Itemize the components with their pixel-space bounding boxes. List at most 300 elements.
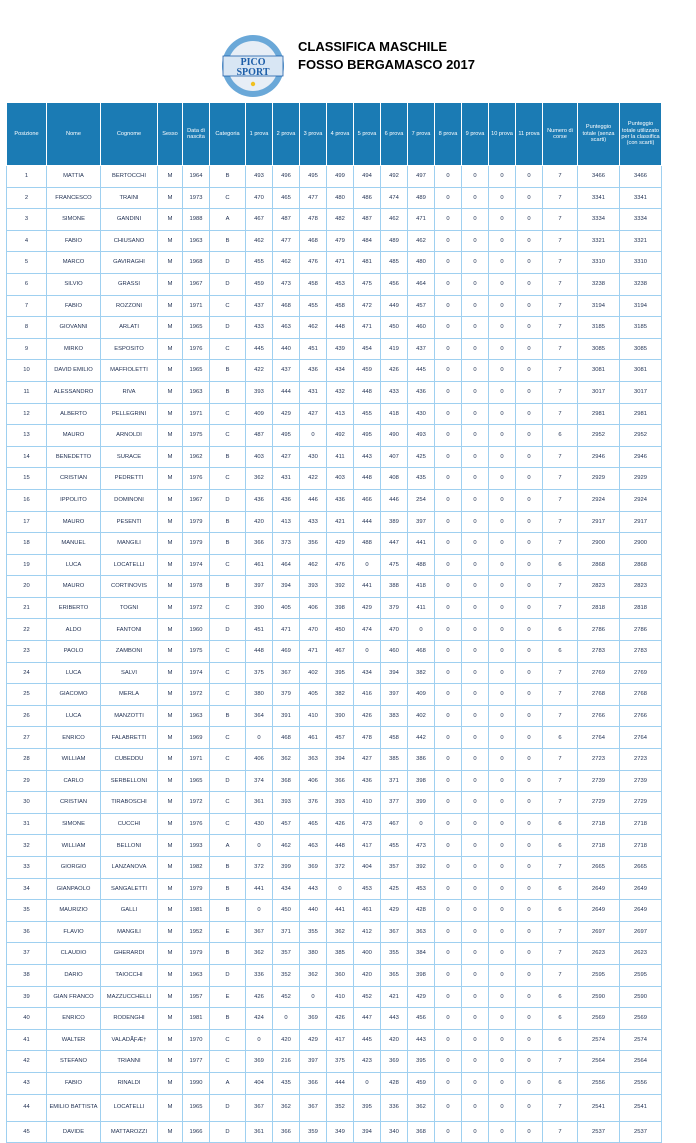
table-cell: B xyxy=(210,360,246,382)
table-cell: 0 xyxy=(516,554,543,576)
table-cell: 420 xyxy=(273,1029,300,1051)
table-cell: 7 xyxy=(543,360,578,382)
table-cell: 0 xyxy=(516,619,543,641)
table-cell: 0 xyxy=(489,770,516,792)
table-cell: 362 xyxy=(273,1094,300,1121)
table-cell: 0 xyxy=(462,187,489,209)
table-cell: ARLATI xyxy=(101,317,158,339)
table-cell: 0 xyxy=(516,597,543,619)
table-cell: 0 xyxy=(489,662,516,684)
table-cell: 3017 xyxy=(620,381,662,403)
table-cell: 0 xyxy=(435,1072,462,1094)
table-cell: M xyxy=(158,554,183,576)
table-cell: 406 xyxy=(300,770,327,792)
table-cell: 442 xyxy=(408,727,435,749)
table-cell: 0 xyxy=(516,273,543,295)
table-row xyxy=(7,813,662,835)
table-row xyxy=(7,857,662,879)
table-cell: 0 xyxy=(462,943,489,965)
table-cell: 0 xyxy=(408,813,435,835)
table-cell: SILVIO xyxy=(47,273,101,295)
table-cell: 0 xyxy=(516,489,543,511)
table-cell: 6 xyxy=(543,813,578,835)
table-row xyxy=(7,295,662,317)
table-cell: 7 xyxy=(543,749,578,771)
table-cell: 394 xyxy=(381,662,408,684)
table-cell: 428 xyxy=(381,1072,408,1094)
table-cell: 464 xyxy=(408,273,435,295)
table-cell: 0 xyxy=(327,878,354,900)
table-cell: 436 xyxy=(354,770,381,792)
table-cell: MANZOTTI xyxy=(101,705,158,727)
table-cell: 372 xyxy=(246,857,273,879)
table-cell: 453 xyxy=(327,273,354,295)
table-cell: CORTINOVIS xyxy=(101,576,158,598)
table-cell: 0 xyxy=(462,662,489,684)
table-cell: 0 xyxy=(435,252,462,274)
table-cell: 0 xyxy=(516,446,543,468)
column-header: 2 prova xyxy=(273,103,300,166)
table-cell: 449 xyxy=(381,295,408,317)
table-cell: 0 xyxy=(435,1121,462,1143)
table-cell: B xyxy=(210,1008,246,1030)
ranking-table xyxy=(6,102,662,1143)
table-cell: 43 xyxy=(7,1072,47,1094)
table-cell: 6 xyxy=(543,986,578,1008)
table-cell: 424 xyxy=(246,1008,273,1030)
table-cell: C xyxy=(210,187,246,209)
table-cell: 462 xyxy=(273,835,300,857)
table-cell: 16 xyxy=(7,489,47,511)
table-cell: 355 xyxy=(300,921,327,943)
table-cell: CUCCHI xyxy=(101,813,158,835)
table-cell: 390 xyxy=(327,705,354,727)
table-cell: 454 xyxy=(354,338,381,360)
table-cell: B xyxy=(210,230,246,252)
table-cell: 21 xyxy=(7,597,47,619)
column-header: Nome xyxy=(47,103,101,166)
table-cell: 0 xyxy=(462,857,489,879)
table-cell: 1981 xyxy=(183,1008,210,1030)
table-cell: A xyxy=(210,835,246,857)
table-cell: 2649 xyxy=(620,900,662,922)
table-cell: 0 xyxy=(435,878,462,900)
table-cell: M xyxy=(158,684,183,706)
table-cell: 0 xyxy=(489,1029,516,1051)
table-cell: 42 xyxy=(7,1051,47,1073)
table-cell: 0 xyxy=(516,727,543,749)
table-cell: C xyxy=(210,597,246,619)
table-cell: 369 xyxy=(381,1051,408,1073)
table-cell: SALVI xyxy=(101,662,158,684)
table-cell: 436 xyxy=(246,489,273,511)
table-cell: 26 xyxy=(7,705,47,727)
table-cell: 3238 xyxy=(620,273,662,295)
table-cell: 0 xyxy=(435,273,462,295)
table-cell: 0 xyxy=(489,705,516,727)
table-cell: 336 xyxy=(381,1094,408,1121)
table-cell: 441 xyxy=(246,878,273,900)
column-header: Posizione xyxy=(7,103,47,166)
table-cell: 0 xyxy=(489,533,516,555)
table-cell: 390 xyxy=(246,597,273,619)
table-cell: DOMINONI xyxy=(101,489,158,511)
table-cell: 393 xyxy=(300,576,327,598)
table-cell: 377 xyxy=(381,792,408,814)
table-cell: 0 xyxy=(435,1051,462,1073)
table-cell: 352 xyxy=(327,1094,354,1121)
table-cell: 360 xyxy=(327,964,354,986)
table-cell: 468 xyxy=(273,727,300,749)
table-cell: 8 xyxy=(7,317,47,339)
table-row xyxy=(7,964,662,986)
table-cell: 0 xyxy=(435,792,462,814)
table-cell: 1960 xyxy=(183,619,210,641)
table-cell: 0 xyxy=(273,1008,300,1030)
table-cell: ENRICO xyxy=(47,1008,101,1030)
table-cell: 444 xyxy=(327,1072,354,1094)
table-cell: 2768 xyxy=(620,684,662,706)
table-cell: 0 xyxy=(462,360,489,382)
table-cell: 423 xyxy=(354,1051,381,1073)
table-cell: SANGALETTI xyxy=(101,878,158,900)
table-cell: 0 xyxy=(516,209,543,231)
table-cell: 430 xyxy=(246,813,273,835)
table-header-row xyxy=(7,103,662,166)
table-cell: 488 xyxy=(354,533,381,555)
table-cell: 0 xyxy=(489,425,516,447)
table-cell: 399 xyxy=(408,792,435,814)
table-cell: C xyxy=(210,749,246,771)
table-cell: 2868 xyxy=(578,554,620,576)
table-cell: ERIBERTO xyxy=(47,597,101,619)
table-cell: 398 xyxy=(408,964,435,986)
table-cell: 367 xyxy=(273,662,300,684)
table-cell: 0 xyxy=(489,338,516,360)
table-cell: 0 xyxy=(516,986,543,1008)
table-cell: MAURO xyxy=(47,511,101,533)
table-cell: 2718 xyxy=(620,813,662,835)
table-cell: 459 xyxy=(354,360,381,382)
table-cell: 371 xyxy=(273,921,300,943)
table-cell: 0 xyxy=(462,230,489,252)
table-cell: 33 xyxy=(7,857,47,879)
table-cell: 20 xyxy=(7,576,47,598)
table-cell: 399 xyxy=(273,857,300,879)
table-cell: 6 xyxy=(543,554,578,576)
table-row xyxy=(7,900,662,922)
table-cell: 0 xyxy=(489,619,516,641)
table-cell: 382 xyxy=(408,662,435,684)
table-cell: D xyxy=(210,489,246,511)
table-row xyxy=(7,749,662,771)
table-cell: 2766 xyxy=(578,705,620,727)
table-cell: 0 xyxy=(435,209,462,231)
table-cell: M xyxy=(158,338,183,360)
table-cell: 0 xyxy=(489,252,516,274)
table-cell: 0 xyxy=(462,1029,489,1051)
table-cell: 0 xyxy=(354,641,381,663)
table-cell: 361 xyxy=(246,1121,273,1143)
table-cell: M xyxy=(158,813,183,835)
table-cell: PEDRETTI xyxy=(101,468,158,490)
table-row xyxy=(7,338,662,360)
table-cell: 0 xyxy=(462,641,489,663)
table-cell: 362 xyxy=(273,749,300,771)
table-cell: 481 xyxy=(354,252,381,274)
table-cell: 7 xyxy=(543,317,578,339)
table-cell: 371 xyxy=(381,770,408,792)
table-cell: 2649 xyxy=(578,878,620,900)
table-cell: 0 xyxy=(516,381,543,403)
table-cell: 457 xyxy=(408,295,435,317)
table-cell: M xyxy=(158,1121,183,1143)
table-cell: 0 xyxy=(462,381,489,403)
table-cell: 413 xyxy=(327,403,354,425)
table-cell: 1965 xyxy=(183,360,210,382)
table-cell: 429 xyxy=(354,597,381,619)
table-cell: 451 xyxy=(300,338,327,360)
table-cell: 0 xyxy=(489,489,516,511)
table-cell: 0 xyxy=(435,662,462,684)
table-cell: 254 xyxy=(408,489,435,511)
table-cell: 2697 xyxy=(578,921,620,943)
table-cell: 446 xyxy=(381,489,408,511)
table-body xyxy=(7,166,662,1143)
table-cell: 0 xyxy=(489,360,516,382)
table-cell: 2537 xyxy=(578,1121,620,1143)
table-cell: 0 xyxy=(435,381,462,403)
table-cell: D xyxy=(210,1094,246,1121)
table-cell: 1978 xyxy=(183,576,210,598)
table-cell: 0 xyxy=(489,727,516,749)
table-cell: GALLI xyxy=(101,900,158,922)
table-cell: 1976 xyxy=(183,468,210,490)
table-row xyxy=(7,792,662,814)
table-cell: 0 xyxy=(516,230,543,252)
table-cell: 421 xyxy=(381,986,408,1008)
table-cell: 439 xyxy=(327,338,354,360)
table-cell: 448 xyxy=(246,641,273,663)
table-cell: 484 xyxy=(354,230,381,252)
table-cell: 18 xyxy=(7,533,47,555)
table-cell: 2623 xyxy=(620,943,662,965)
table-cell: GIOVANNI xyxy=(47,317,101,339)
table-cell: 0 xyxy=(435,1008,462,1030)
table-cell: 487 xyxy=(246,425,273,447)
table-cell: 463 xyxy=(273,317,300,339)
table-row xyxy=(7,511,662,533)
table-cell: 0 xyxy=(489,295,516,317)
table-cell: 0 xyxy=(516,1094,543,1121)
table-cell: M xyxy=(158,727,183,749)
table-row xyxy=(7,770,662,792)
table-cell: 25 xyxy=(7,684,47,706)
table-cell: 426 xyxy=(327,813,354,835)
table-cell: 3081 xyxy=(578,360,620,382)
table-cell: 2818 xyxy=(620,597,662,619)
table-cell: LOCATELLI xyxy=(101,1094,158,1121)
table-cell: 4 xyxy=(7,230,47,252)
table-cell: 0 xyxy=(489,187,516,209)
table-row xyxy=(7,705,662,727)
table-cell: M xyxy=(158,166,183,188)
table-row xyxy=(7,619,662,641)
table-cell: M xyxy=(158,641,183,663)
table-cell: M xyxy=(158,1029,183,1051)
table-cell: 397 xyxy=(300,1051,327,1073)
table-cell: C xyxy=(210,1051,246,1073)
table-cell: 1981 xyxy=(183,900,210,922)
table-cell: 495 xyxy=(354,425,381,447)
table-cell: 473 xyxy=(354,813,381,835)
table-cell: D xyxy=(210,770,246,792)
table-cell: 429 xyxy=(408,986,435,1008)
table-cell: B xyxy=(210,166,246,188)
table-cell: 359 xyxy=(300,1121,327,1143)
table-cell: DARIO xyxy=(47,964,101,986)
table-cell: 6 xyxy=(7,273,47,295)
table-cell: 1963 xyxy=(183,705,210,727)
table-cell: 469 xyxy=(273,641,300,663)
table-cell: 2946 xyxy=(578,446,620,468)
table-cell: 427 xyxy=(273,446,300,468)
table-cell: SIMONE xyxy=(47,209,101,231)
table-cell: MAFFIOLETTI xyxy=(101,360,158,382)
table-cell: 17 xyxy=(7,511,47,533)
table-row xyxy=(7,835,662,857)
table-cell: 0 xyxy=(435,835,462,857)
table-cell: 3341 xyxy=(578,187,620,209)
table-cell: 474 xyxy=(354,619,381,641)
table-cell: 408 xyxy=(381,468,408,490)
table-cell: 376 xyxy=(300,792,327,814)
table-cell: 416 xyxy=(354,684,381,706)
table-cell: 431 xyxy=(273,468,300,490)
table-row xyxy=(7,209,662,231)
table-cell: 456 xyxy=(408,1008,435,1030)
column-header: Categoria xyxy=(210,103,246,166)
table-cell: 440 xyxy=(273,338,300,360)
table-cell: 0 xyxy=(462,295,489,317)
table-cell: 2541 xyxy=(578,1094,620,1121)
table-cell: 2823 xyxy=(620,576,662,598)
table-cell: 2729 xyxy=(578,792,620,814)
table-cell: 443 xyxy=(300,878,327,900)
table-cell: 1971 xyxy=(183,403,210,425)
table-cell: 1957 xyxy=(183,986,210,1008)
table-cell: 2564 xyxy=(620,1051,662,1073)
table-cell: 466 xyxy=(354,489,381,511)
table-cell: 7 xyxy=(543,489,578,511)
table-cell: 392 xyxy=(408,857,435,879)
table-cell: 1962 xyxy=(183,446,210,468)
table-cell: 2649 xyxy=(578,900,620,922)
table-cell: 7 xyxy=(543,1121,578,1143)
table-cell: CLAUDIO xyxy=(47,943,101,965)
table-cell: CARLO xyxy=(47,770,101,792)
table-cell: 406 xyxy=(300,597,327,619)
table-cell: 14 xyxy=(7,446,47,468)
table-cell: CRISTIAN xyxy=(47,468,101,490)
table-cell: 427 xyxy=(354,749,381,771)
table-cell: 7 xyxy=(543,338,578,360)
table-row xyxy=(7,1029,662,1051)
title-line-1: CLASSIFICA MASCHILE xyxy=(298,39,448,54)
table-cell: 1990 xyxy=(183,1072,210,1094)
table-cell: FANTONI xyxy=(101,619,158,641)
table-cell: 437 xyxy=(246,295,273,317)
table-cell: MARCO xyxy=(47,252,101,274)
table-cell: 0 xyxy=(462,1051,489,1073)
table-cell: C xyxy=(210,792,246,814)
table-cell: 39 xyxy=(7,986,47,1008)
table-cell: B xyxy=(210,533,246,555)
table-cell: ZAMBONI xyxy=(101,641,158,663)
table-cell: 0 xyxy=(435,619,462,641)
table-cell: 2946 xyxy=(620,446,662,468)
table-cell: 0 xyxy=(516,533,543,555)
table-cell: 2723 xyxy=(620,749,662,771)
table-cell: 2564 xyxy=(578,1051,620,1073)
table-cell: D xyxy=(210,1121,246,1143)
column-header: Punteggio totale utilizzato per la classifica (con scarti) xyxy=(620,103,662,166)
table-cell: 0 xyxy=(462,468,489,490)
table-cell: 429 xyxy=(300,1029,327,1051)
table-cell: ENRICO xyxy=(47,727,101,749)
table-cell: 1 xyxy=(7,166,47,188)
table-cell: 0 xyxy=(435,727,462,749)
table-cell: C xyxy=(210,684,246,706)
table-cell: FALABRETTI xyxy=(101,727,158,749)
table-cell: 365 xyxy=(381,964,408,986)
table-row xyxy=(7,446,662,468)
table-cell: GHERARDI xyxy=(101,943,158,965)
table-cell: 0 xyxy=(489,1094,516,1121)
table-cell: 362 xyxy=(246,468,273,490)
table-cell: 362 xyxy=(408,1094,435,1121)
table-cell: 0 xyxy=(435,900,462,922)
table-cell: M xyxy=(158,1072,183,1094)
table-cell: 441 xyxy=(408,533,435,555)
table-cell: 0 xyxy=(489,446,516,468)
table-cell: 3185 xyxy=(620,317,662,339)
table-cell: 394 xyxy=(327,749,354,771)
table-cell: 0 xyxy=(462,964,489,986)
table-cell: C xyxy=(210,662,246,684)
table-cell: 402 xyxy=(300,662,327,684)
table-cell: 9 xyxy=(7,338,47,360)
table-cell: 3334 xyxy=(578,209,620,231)
table-cell: 2739 xyxy=(620,770,662,792)
table-cell: 411 xyxy=(408,597,435,619)
table-cell: 2649 xyxy=(620,878,662,900)
table-cell: 0 xyxy=(435,1029,462,1051)
table-cell: 0 xyxy=(489,792,516,814)
table-cell: 2981 xyxy=(578,403,620,425)
table-cell: GIAN FRANCO xyxy=(47,986,101,1008)
table-cell: 393 xyxy=(273,792,300,814)
table-cell: MAURO xyxy=(47,425,101,447)
table-cell: 420 xyxy=(381,1029,408,1051)
table-row xyxy=(7,1072,662,1094)
table-cell: E xyxy=(210,921,246,943)
table-cell: D xyxy=(210,317,246,339)
table-cell: 474 xyxy=(381,187,408,209)
table-cell: 0 xyxy=(516,878,543,900)
table-cell: 6 xyxy=(543,425,578,447)
table-cell: 395 xyxy=(354,1094,381,1121)
